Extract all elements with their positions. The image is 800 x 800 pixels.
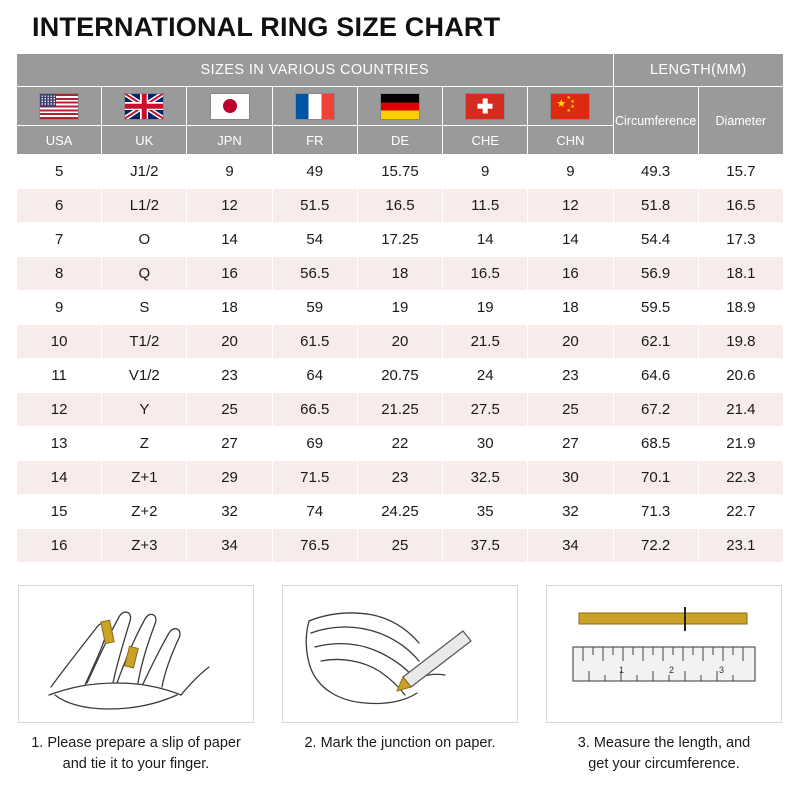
header-circumference xyxy=(613,87,698,155)
flag-cell-chn xyxy=(528,87,613,126)
step-3 xyxy=(544,585,784,775)
cell: 20.75 xyxy=(357,359,442,393)
cell: 51.8 xyxy=(613,189,698,223)
cell: 23 xyxy=(357,461,442,495)
step-1-illustration-box xyxy=(18,585,254,723)
header-code-usa: USA xyxy=(17,126,102,155)
step-2-caption-line1: 2. Mark the junction on paper. xyxy=(304,735,496,751)
ruler-measuring-paper-strip-icon xyxy=(559,591,769,717)
cell: 21.4 xyxy=(698,393,783,427)
cell: S xyxy=(102,291,187,325)
cell: 29 xyxy=(187,461,272,495)
cell: 61.5 xyxy=(272,325,357,359)
cell: 16.5 xyxy=(698,189,783,223)
flag-cell-che xyxy=(443,87,528,126)
flag-cell-fr xyxy=(272,87,357,126)
cell: 25 xyxy=(528,393,613,427)
cell: 76.5 xyxy=(272,529,357,563)
table-row xyxy=(17,223,784,257)
cell: 71.3 xyxy=(613,495,698,529)
cell: 16.5 xyxy=(443,257,528,291)
cell: 49 xyxy=(272,155,357,189)
table-row xyxy=(17,257,784,291)
cell: 9 xyxy=(17,291,102,325)
cell: 70.1 xyxy=(613,461,698,495)
svg-text:2: 2 xyxy=(669,665,675,675)
cell: 16 xyxy=(187,257,272,291)
step-2-caption xyxy=(280,733,520,754)
cell: 20 xyxy=(357,325,442,359)
cell: L1/2 xyxy=(102,189,187,223)
cell: 54.4 xyxy=(613,223,698,257)
uk-flag-icon xyxy=(125,94,163,119)
cell: Z xyxy=(102,427,187,461)
step-1-caption xyxy=(16,733,256,775)
cell: 23 xyxy=(528,359,613,393)
cell: 13 xyxy=(17,427,102,461)
cell: 19 xyxy=(443,291,528,325)
header-diameter-label: Diameter xyxy=(715,113,767,128)
header-code-chn: CHN xyxy=(528,126,613,155)
step-3-illustration-box xyxy=(546,585,782,723)
cell: 18 xyxy=(528,291,613,325)
ruler xyxy=(573,647,755,681)
cell: Q xyxy=(102,257,187,291)
cell: 14 xyxy=(528,223,613,257)
cell: 74 xyxy=(272,495,357,529)
france-flag-icon xyxy=(296,94,334,119)
cell: Z+3 xyxy=(102,529,187,563)
cell: 20.6 xyxy=(698,359,783,393)
cell: 37.5 xyxy=(443,529,528,563)
cell: 21.9 xyxy=(698,427,783,461)
header-group-row xyxy=(17,54,784,87)
cell: V1/2 xyxy=(102,359,187,393)
cell: 9 xyxy=(528,155,613,189)
table-row xyxy=(17,189,784,223)
step-3-caption-line1: 3. Measure the length, and xyxy=(577,735,751,751)
cell: O xyxy=(102,223,187,257)
cell: 11.5 xyxy=(443,189,528,223)
cell: 6 xyxy=(17,189,102,223)
cell: 64 xyxy=(272,359,357,393)
header-code-jpn: JPN xyxy=(187,126,272,155)
cell: 34 xyxy=(187,529,272,563)
cell: 17.25 xyxy=(357,223,442,257)
svg-text:3: 3 xyxy=(719,665,725,675)
header-diameter xyxy=(698,87,783,155)
cell: 59 xyxy=(272,291,357,325)
cell: 25 xyxy=(357,529,442,563)
cell: Z+1 xyxy=(102,461,187,495)
cell: 9 xyxy=(187,155,272,189)
cell: 27 xyxy=(528,427,613,461)
step-1-caption-line2: and tie it to your finger. xyxy=(62,756,210,773)
cell: 30 xyxy=(528,461,613,495)
cell: 27.5 xyxy=(443,393,528,427)
cell: 24.25 xyxy=(357,495,442,529)
cell: 22.7 xyxy=(698,495,783,529)
cell: 69 xyxy=(272,427,357,461)
table-row xyxy=(17,359,784,393)
japan-flag-icon xyxy=(211,94,249,119)
cell: 15 xyxy=(17,495,102,529)
cell: 64.6 xyxy=(613,359,698,393)
header-group-sizes: SIZES IN VARIOUS COUNTRIES xyxy=(17,54,614,87)
table-body xyxy=(17,155,784,563)
cell: 12 xyxy=(528,189,613,223)
cell: 17.3 xyxy=(698,223,783,257)
cell: 11 xyxy=(17,359,102,393)
header-group-length: LENGTH(MM) xyxy=(613,54,783,87)
cell: 14 xyxy=(443,223,528,257)
table-row xyxy=(17,155,784,189)
table-row xyxy=(17,291,784,325)
pen xyxy=(397,631,471,691)
cell: 51.5 xyxy=(272,189,357,223)
paper-strip xyxy=(579,607,747,631)
cell: 22 xyxy=(357,427,442,461)
ring-size-table xyxy=(16,53,784,563)
step-1 xyxy=(16,585,256,775)
cell: 68.5 xyxy=(613,427,698,461)
header-flag-row xyxy=(17,87,784,126)
cell: 18 xyxy=(187,291,272,325)
svg-text:1: 1 xyxy=(619,665,625,675)
cell: 66.5 xyxy=(272,393,357,427)
step-3-caption-line2: get your circumference. xyxy=(588,756,740,773)
header-code-de: DE xyxy=(357,126,442,155)
cell: 12 xyxy=(187,189,272,223)
header-code-uk: UK xyxy=(102,126,187,155)
cell: 30 xyxy=(443,427,528,461)
cell: 21.25 xyxy=(357,393,442,427)
header-code-che: CHE xyxy=(443,126,528,155)
page-title: INTERNATIONAL RING SIZE CHART xyxy=(32,12,501,42)
cell: 21.5 xyxy=(443,325,528,359)
cell: 20 xyxy=(528,325,613,359)
germany-flag-icon xyxy=(381,94,419,119)
flag-cell-de xyxy=(357,87,442,126)
cell: 23 xyxy=(187,359,272,393)
cell: 34 xyxy=(528,529,613,563)
flag-cell-uk xyxy=(102,87,187,126)
cell: 67.2 xyxy=(613,393,698,427)
cell: 19.8 xyxy=(698,325,783,359)
table-row xyxy=(17,529,784,563)
cell: 49.3 xyxy=(613,155,698,189)
cell: 18 xyxy=(357,257,442,291)
hand-marking-paper-with-pen-icon xyxy=(295,591,505,717)
cell: 56.9 xyxy=(613,257,698,291)
cell: 5 xyxy=(17,155,102,189)
cell: 56.5 xyxy=(272,257,357,291)
cell: 9 xyxy=(443,155,528,189)
switzerland-flag-icon xyxy=(466,94,504,119)
step-3-caption xyxy=(544,733,784,775)
cell: 18.9 xyxy=(698,291,783,325)
cell: 12 xyxy=(17,393,102,427)
cell: 27 xyxy=(187,427,272,461)
table-row xyxy=(17,325,784,359)
cell: 25 xyxy=(187,393,272,427)
header-code-fr: FR xyxy=(272,126,357,155)
cell: 71.5 xyxy=(272,461,357,495)
cell: 72.2 xyxy=(613,529,698,563)
cell: Y xyxy=(102,393,187,427)
cell: 23.1 xyxy=(698,529,783,563)
cell: J1/2 xyxy=(102,155,187,189)
instruction-steps xyxy=(16,585,784,775)
cell: 54 xyxy=(272,223,357,257)
table-row xyxy=(17,393,784,427)
step-2 xyxy=(280,585,520,775)
cell: 62.1 xyxy=(613,325,698,359)
cell: 10 xyxy=(17,325,102,359)
cell: 32 xyxy=(187,495,272,529)
table-header xyxy=(17,54,784,155)
step-1-caption-line1: 1. Please prepare a slip of paper xyxy=(31,735,241,751)
cell: 16 xyxy=(17,529,102,563)
cell: T1/2 xyxy=(102,325,187,359)
header-circumference-label: Circumference xyxy=(615,113,697,128)
table-row xyxy=(17,495,784,529)
cell: 16.5 xyxy=(357,189,442,223)
usa-flag-icon xyxy=(40,94,78,119)
cell: 15.75 xyxy=(357,155,442,189)
cell: 16 xyxy=(528,257,613,291)
cell: 35 xyxy=(443,495,528,529)
cell: 20 xyxy=(187,325,272,359)
hand-with-paper-strip-icon xyxy=(31,591,241,717)
step-2-illustration-box xyxy=(282,585,518,723)
china-flag-icon: ★ ★ ★ ★ ★ xyxy=(551,94,589,119)
cell: Z+2 xyxy=(102,495,187,529)
flag-cell-usa xyxy=(17,87,102,126)
table-row xyxy=(17,461,784,495)
cell: 22.3 xyxy=(698,461,783,495)
cell: 8 xyxy=(17,257,102,291)
cell: 19 xyxy=(357,291,442,325)
flag-cell-jpn xyxy=(187,87,272,126)
cell: 32 xyxy=(528,495,613,529)
cell: 32.5 xyxy=(443,461,528,495)
table-row xyxy=(17,427,784,461)
cell: 59.5 xyxy=(613,291,698,325)
cell: 18.1 xyxy=(698,257,783,291)
cell: 24 xyxy=(443,359,528,393)
cell: 14 xyxy=(187,223,272,257)
cell: 14 xyxy=(17,461,102,495)
cell: 15.7 xyxy=(698,155,783,189)
cell: 7 xyxy=(17,223,102,257)
